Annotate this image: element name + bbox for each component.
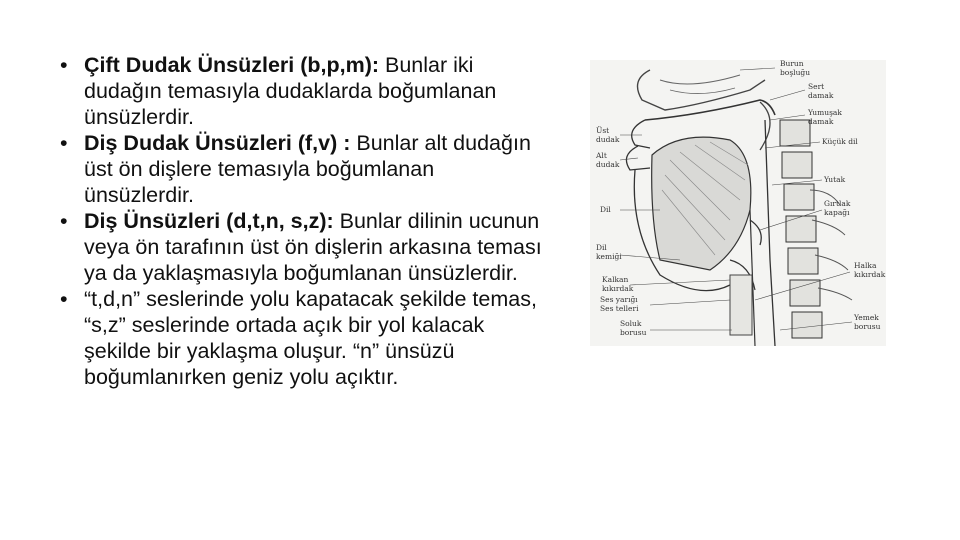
bullet-item <box>58 52 548 130</box>
label-halka-2: kıkırdak <box>854 270 886 279</box>
label-dil: Dil <box>600 205 611 214</box>
label-dudak-2: dudak <box>596 160 620 169</box>
bullet-dot: • <box>60 53 68 77</box>
label-dilkemigi-1: Dil <box>596 243 607 252</box>
anatomy-drawing <box>590 60 886 346</box>
label-sesyarigi: Ses yarığı <box>600 295 638 304</box>
bullet-item <box>58 208 548 286</box>
label-yemek-2: borusu <box>854 322 881 331</box>
label-sert: Sert <box>808 82 825 91</box>
bullet-text: “t,d,n” seslerinde yolu kapatacak şekilde temas, “s,z” seslerinde ortada açık bir yol kalacak şekilde bir yaklaşma oluşur. “n” ünsüzü boğumlanırken geniz yolu açıktır. <box>84 287 537 389</box>
label-kalkan-2: kıkırdak <box>602 284 634 293</box>
label-sesteller: Ses telleri <box>600 304 639 313</box>
label-alt: Alt <box>596 151 607 160</box>
bullet-text: Bunlar iki dudağın temasıyla dudaklarda boğumlanan ünsüzlerdir. <box>84 53 497 129</box>
label-bosluga: boşluğu <box>780 68 811 77</box>
label-burun: Burun <box>780 60 804 68</box>
label-yutak: Yutak <box>824 175 846 184</box>
label-yumusak: Yumuşak <box>808 108 842 117</box>
label-damak-2: damak <box>808 117 834 126</box>
label-halka-1: Halka <box>854 261 877 270</box>
bullet-term: Çift Dudak Ünsüzleri (b,p,m): <box>84 53 380 77</box>
label-dudak-1: dudak <box>596 135 620 144</box>
label-damak: damak <box>808 91 834 100</box>
label-soluk-2: borusu <box>620 328 647 337</box>
bullet-text: Bunlar alt dudağın üst ön dişlere temasıyla boğumlanan ünsüzlerdir. <box>84 131 531 207</box>
bullet-text: Bunlar dilinin ucunun veya ön tarafının üst ön dişlerin arkasına teması ya da yaklaşmasıyla boğumlanan ünsüzlerdir. <box>84 209 542 285</box>
label-ust: Üst <box>596 126 610 135</box>
anatomy-diagram <box>590 60 886 346</box>
label-kapagi: kapağı <box>824 208 850 217</box>
label-dilkemigi-2: kemiği <box>596 252 622 261</box>
bullet-item <box>58 130 548 208</box>
label-kalkan-1: Kalkan <box>602 275 629 284</box>
bullet-dot: • <box>60 287 68 311</box>
bullet-term: Diş Ünsüzleri (d,t,n, s,z): <box>84 209 334 233</box>
bullet-list <box>58 52 548 390</box>
bullet-dot: • <box>60 209 68 233</box>
label-soluk-1: Soluk <box>620 319 642 328</box>
bullet-term: Diş Dudak Ünsüzleri (f,v) : <box>84 131 351 155</box>
label-yemek-1: Yemek <box>854 313 879 322</box>
label-girtlak: Gırtlak <box>824 199 851 208</box>
bullet-dot: • <box>60 131 68 155</box>
bullet-item <box>58 286 548 390</box>
label-kucukdil: Küçük dil <box>822 137 858 146</box>
